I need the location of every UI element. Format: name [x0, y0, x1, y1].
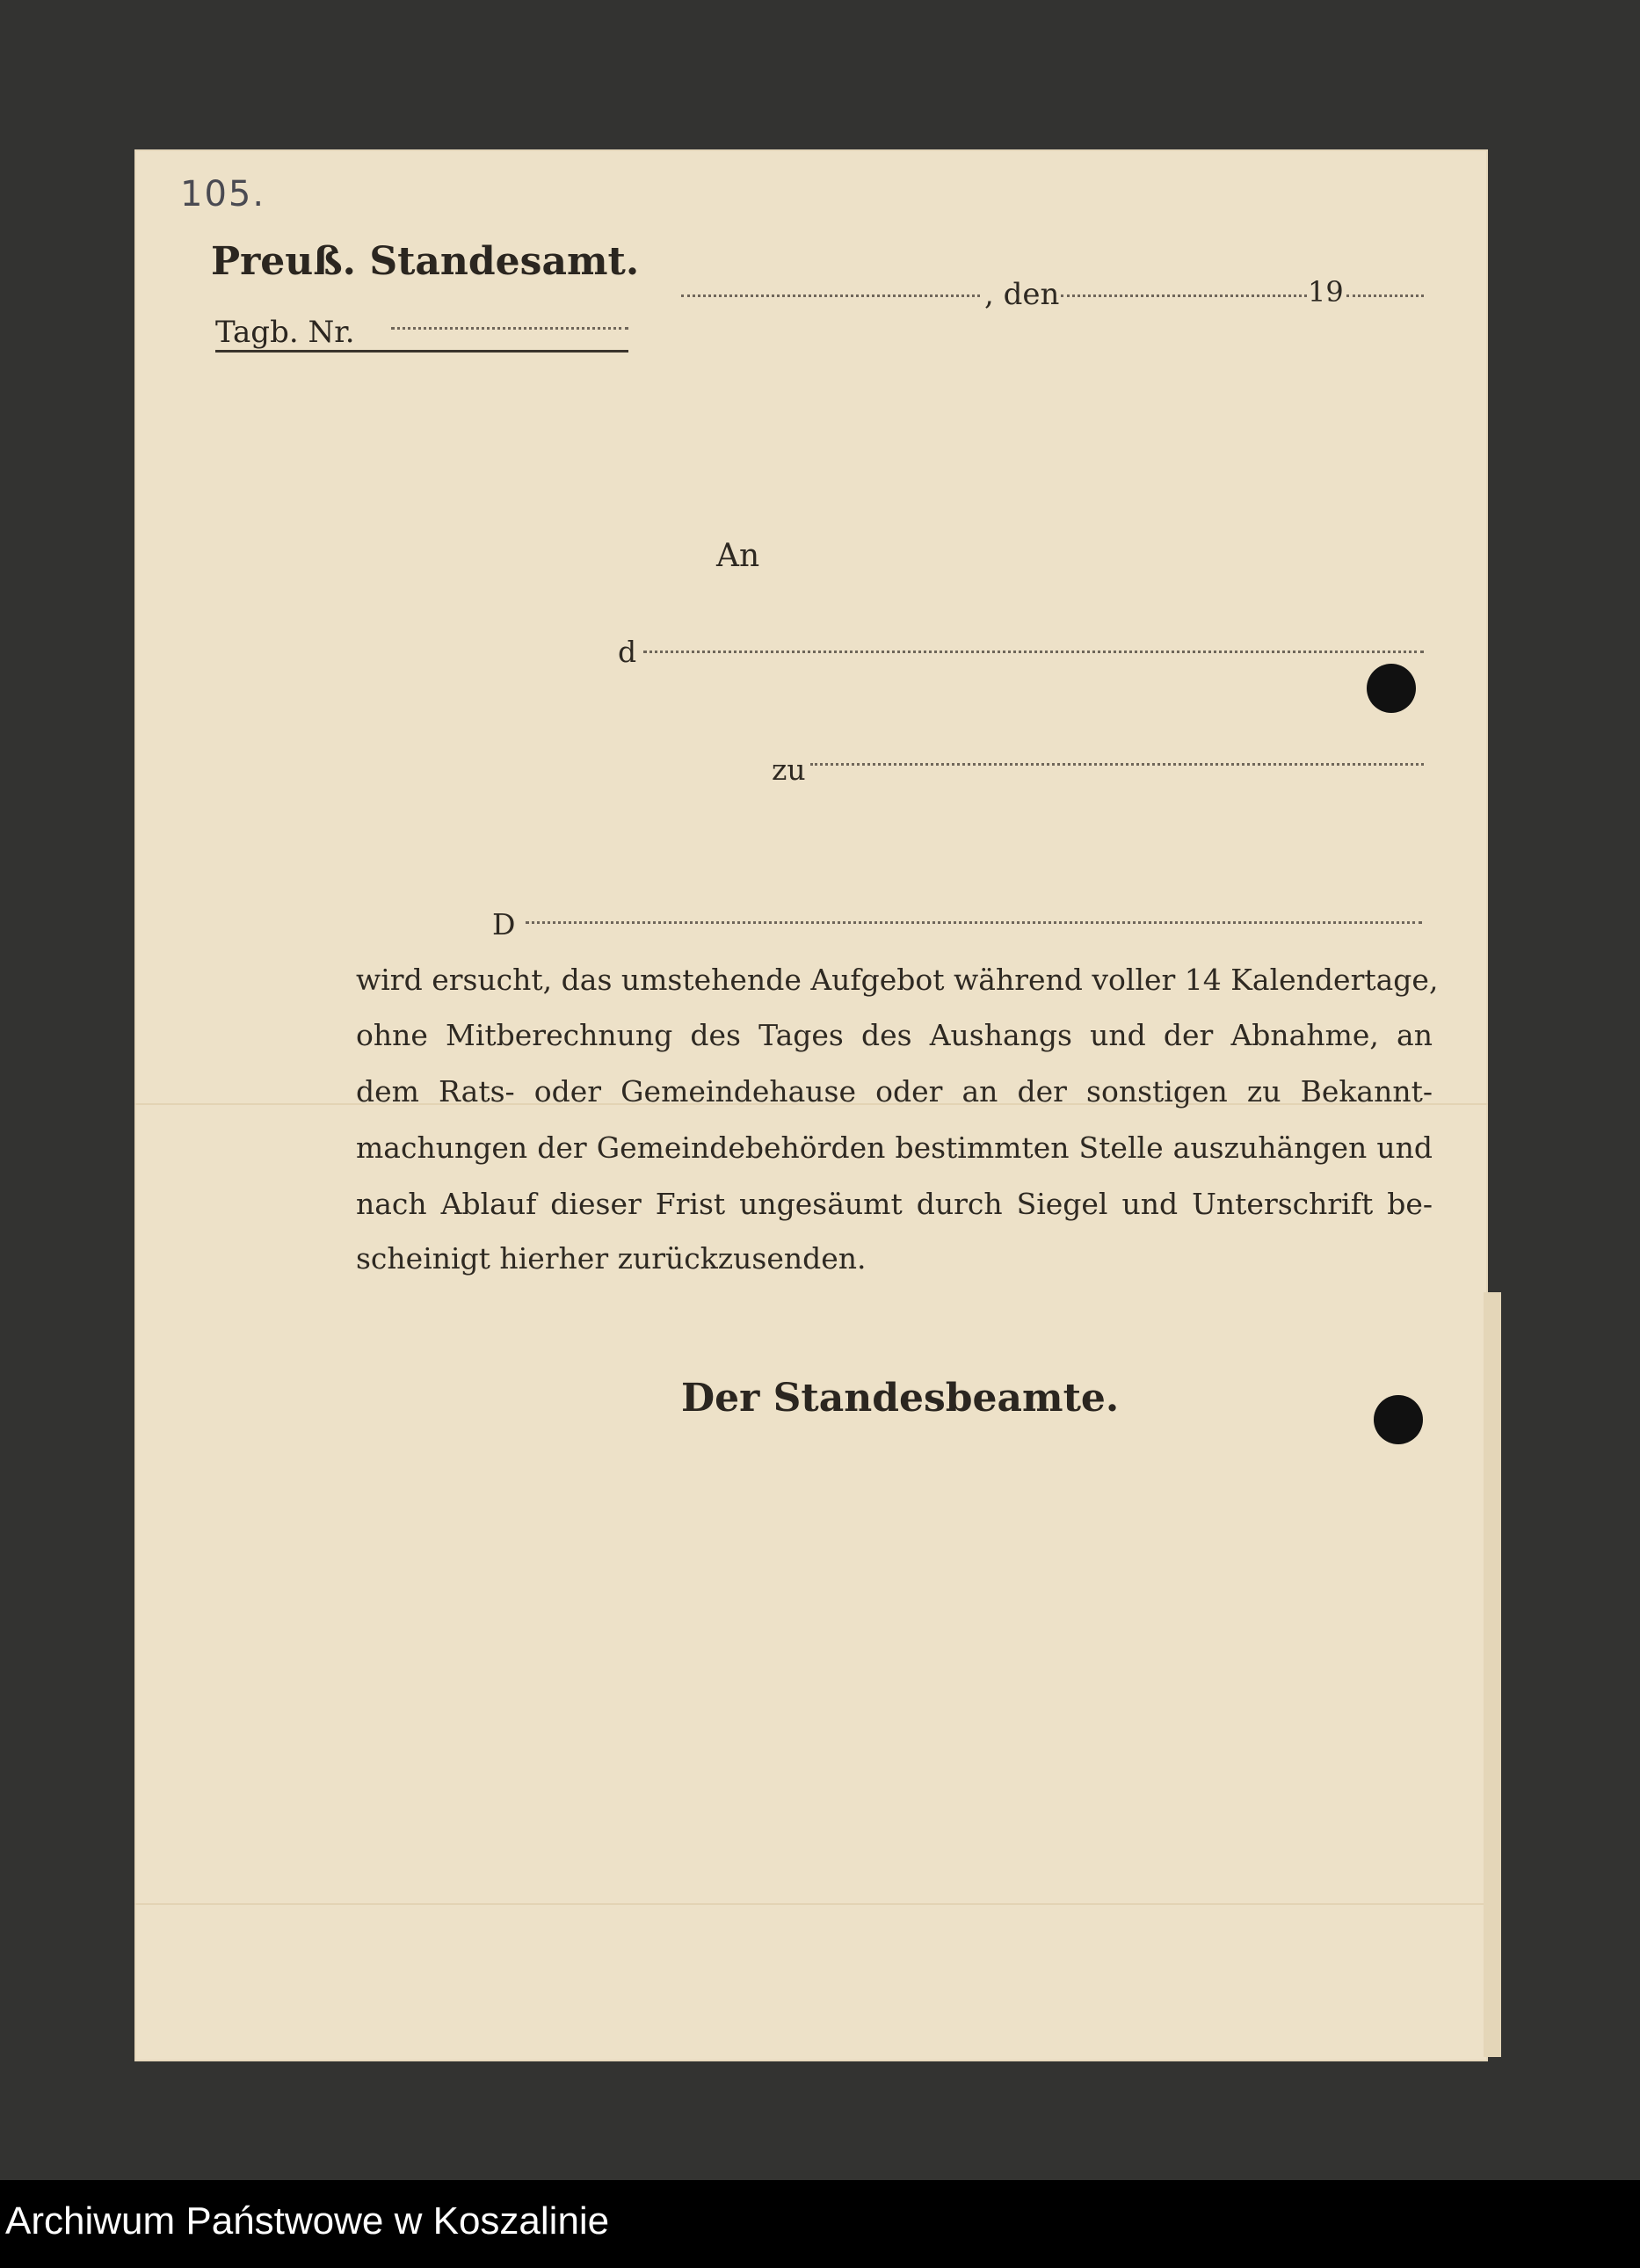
- footer-label: Archiwum Państwowe w Koszalinie: [5, 2199, 610, 2243]
- paper-fold: [1484, 1292, 1501, 2057]
- body-text-line: ohne Mitberechnung des Tages des Aushangs und der Abnahme, an: [356, 1018, 1433, 1052]
- year-prefix: 19: [1308, 275, 1344, 309]
- an-label: An: [716, 538, 760, 574]
- date-den-label: , den: [984, 277, 1060, 312]
- location-blank: [810, 763, 1424, 766]
- body-text-line: nach Ablauf dieser Frist ungesäumt durch Siegel und Unterschrift be-: [356, 1187, 1433, 1221]
- year-blank: [1346, 294, 1424, 297]
- d-prefix: d: [618, 635, 637, 669]
- signature-line: Der Standesbeamte.: [681, 1376, 1120, 1421]
- place-blank: [681, 294, 980, 297]
- zu-label: zu: [772, 752, 806, 787]
- big-d-prefix: D: [492, 907, 516, 941]
- date-blank: [1061, 294, 1307, 297]
- body-text-line: machungen der Gemeindebehörden bestimmten Stelle auszuhängen und: [356, 1130, 1433, 1165]
- paper-crease: [134, 1903, 1488, 1905]
- body-text-line: wird ersucht, das umstehende Aufgebot während voller 14 Kalendertage,: [356, 963, 1439, 997]
- body-text-line: dem Rats- oder Gemeindehause oder an der sonstigen zu Bekannt-: [356, 1074, 1433, 1109]
- office-heading: Preuß. Standesamt.: [211, 239, 640, 284]
- register-number-blank: [391, 327, 628, 330]
- recipient-blank: [526, 921, 1422, 924]
- body-text-line: scheinigt hierher zurückzusenden.: [356, 1241, 867, 1276]
- archive-number: 105.: [180, 174, 266, 214]
- register-label: Tagb. Nr.: [215, 315, 355, 350]
- punch-hole: [1367, 664, 1416, 713]
- footer-bar: [0, 2180, 1640, 2268]
- header-underline: [215, 350, 628, 353]
- addressee-blank: [643, 651, 1424, 653]
- punch-hole: [1374, 1395, 1423, 1444]
